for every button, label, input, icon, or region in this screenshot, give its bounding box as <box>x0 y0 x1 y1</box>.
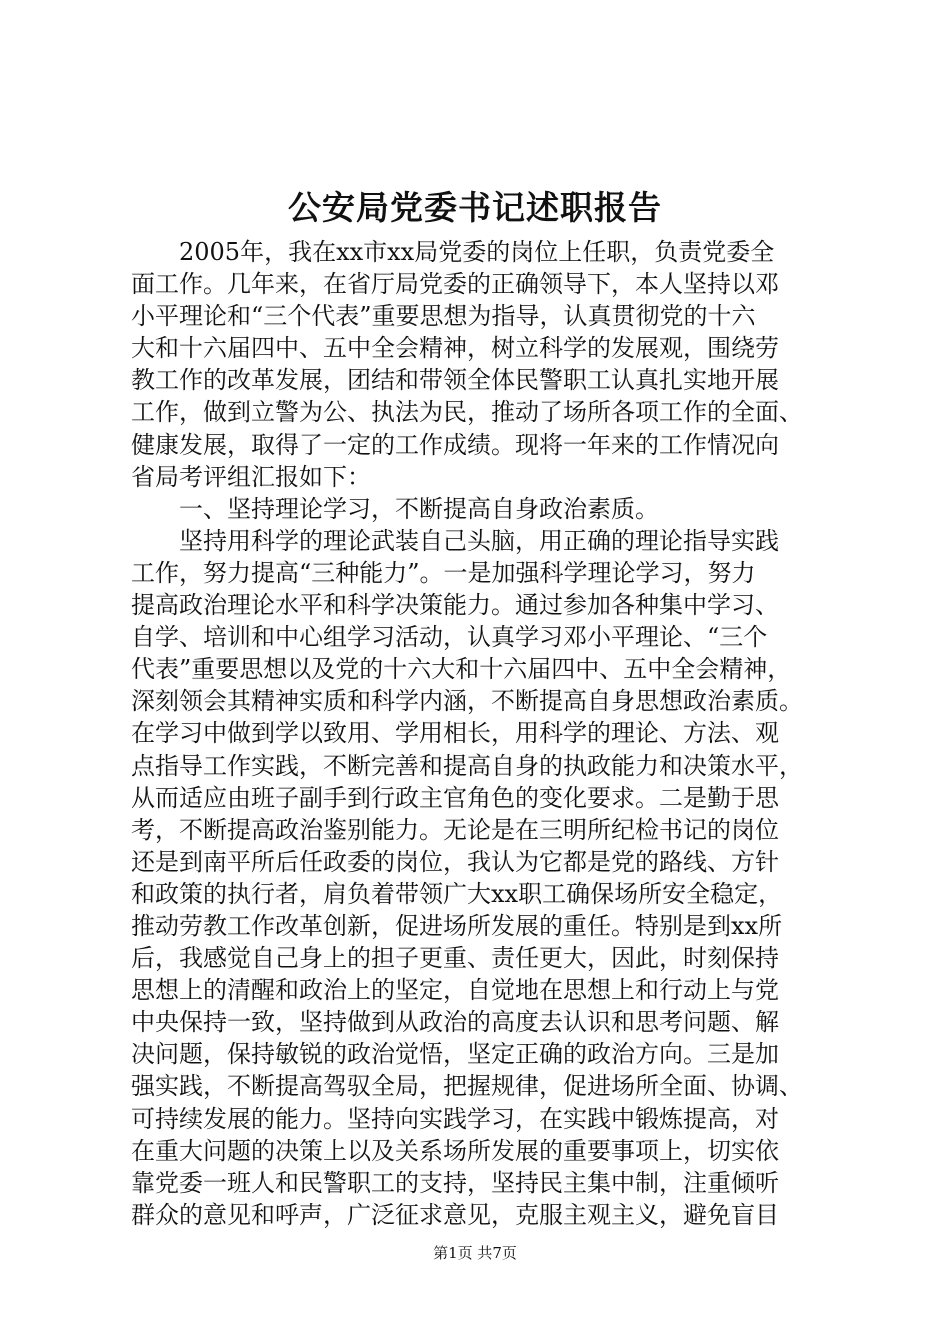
paragraph-line: 工作，做到立警为公、执法为民，推动了场所各项工作的全面、 <box>131 398 803 427</box>
document-title: 公安局党委书记述职报告 <box>288 188 662 227</box>
paragraph-line: 强实践，不断提高驾驭全局，把握规律，促进场所全面、协调、 <box>131 1072 803 1101</box>
paragraph-line: 大和十六届四中、五中全会精神，树立科学的发展观，围绕劳 <box>131 334 779 363</box>
paragraph-line: 自学、培训和中心组学习活动，认真学习邓小平理论、“三个 <box>131 623 768 652</box>
paragraph-line: 提高政治理论水平和科学决策能力。通过参加各种集中学习、 <box>131 591 779 620</box>
paragraph-line: 在重大问题的决策上以及关系场所发展的重要事项上，切实依 <box>131 1136 779 1165</box>
paragraph-line: 教工作的改革发展，团结和带领全体民警职工认真扎实地开展 <box>131 366 779 395</box>
paragraph-line: 代表”重要思想以及党的十六大和十六届四中、五中全会精神， <box>131 655 792 684</box>
paragraph-line: 思想上的清醒和政治上的坚定，自觉地在思想上和行动上与党 <box>131 976 779 1005</box>
paragraph-line: 后，我感觉自己身上的担子更重、责任更大，因此，时刻保持 <box>131 944 779 973</box>
paragraph-line: 深刻领会其精神实质和科学内涵，不断提高自身思想政治素质。 <box>131 687 803 716</box>
paragraph-line: 靠党委一班人和民警职工的支持，坚持民主集中制，注重倾听 <box>131 1168 779 1197</box>
paragraph-line: 考，不断提高政治鉴别能力。无论是在三明所纪检书记的岗位 <box>131 815 779 844</box>
paragraph-line: 从而适应由班子副手到行政主官角色的变化要求。二是勤于思 <box>131 783 779 812</box>
paragraph-line: 在学习中做到学以致用、学用相长，用科学的理论、方法、观 <box>131 719 779 748</box>
paragraph-line: 2005年，我在xx市xx局党委的岗位上任职，负责党委全 <box>179 238 775 266</box>
paragraph-line: 工作，努力提高“三种能力”。一是加强科学理论学习，努力 <box>131 558 756 587</box>
paragraph-line: 推动劳教工作改革创新，促进场所发展的重任。特别是到xx所 <box>131 911 783 940</box>
document-body <box>131 236 841 1231</box>
paragraph-line: 点指导工作实践，不断完善和提高自身的执政能力和决策水平， <box>131 751 803 780</box>
paragraph-line: 中央保持一致，坚持做到从政治的高度去认识和思考问题、解 <box>131 1008 779 1037</box>
section-heading: 一、坚持理论学习，不断提高自身政治素质。 <box>179 494 659 523</box>
page-number-footer: 第1页 共7页 <box>433 1244 517 1262</box>
paragraph-line: 还是到南平所后任政委的岗位，我认为它都是党的路线、方针 <box>131 847 779 876</box>
paragraph-line: 决问题，保持敏锐的政治觉悟，坚定正确的政治方向。三是加 <box>131 1040 779 1069</box>
paragraph-line: 坚持用科学的理论武装自己头脑，用正确的理论指导实践 <box>179 526 779 555</box>
paragraph-line: 省局考评组汇报如下： <box>131 462 371 491</box>
paragraph-line: 和政策的执行者，肩负着带领广大xx职工确保场所安全稳定， <box>131 879 783 908</box>
paragraph-line: 健康发展，取得了一定的工作成绩。现将一年来的工作情况向 <box>131 430 779 459</box>
paragraph-line: 群众的意见和呼声，广泛征求意见，克服主观主义，避免盲目 <box>131 1200 779 1229</box>
paragraph-line: 面工作。几年来，在省厅局党委的正确领导下，本人坚持以邓 <box>131 270 779 299</box>
paragraph-line: 小平理论和“三个代表”重要思想为指导，认真贯彻党的十六 <box>131 302 756 331</box>
paragraph-line: 可持续发展的能力。坚持向实践学习，在实践中锻炼提高，对 <box>131 1104 779 1133</box>
